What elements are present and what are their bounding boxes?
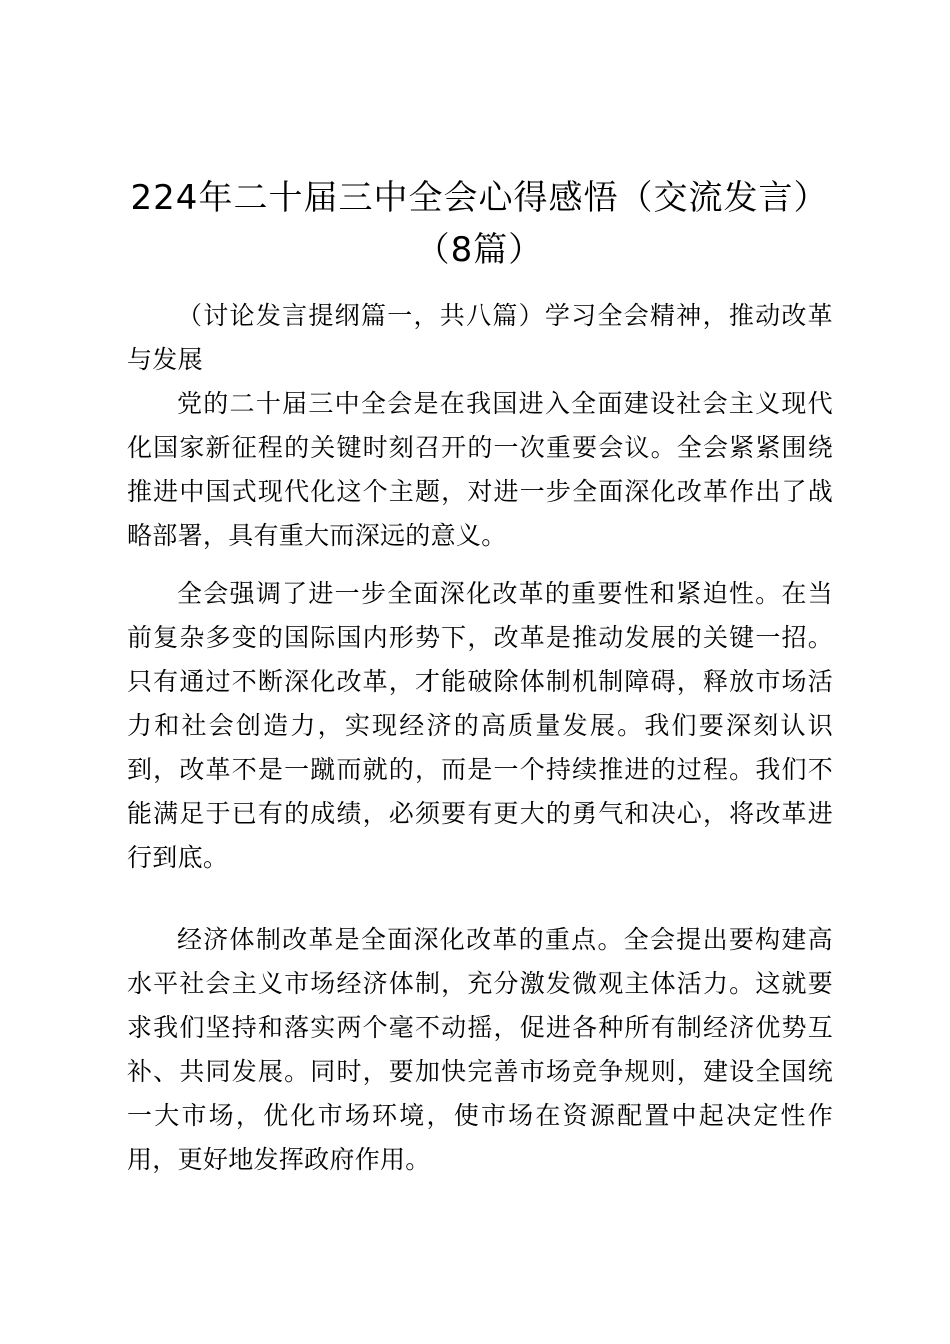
paragraph-3: 经济体制改革是全面深化改革的重点。全会提出要构建高水平社会主义市场经济体制，充分激发微观主体活力。这就要求我们坚持和落实两个毫不动摇，促进各种所有制经济优势互补、共同发展。同时，要加快完善市场竞争规则，建设全国统一大市场，优化市场环境，使市场在资源配置中起决定性作用，更好地发挥政府作用。 [127,925,833,1174]
paragraph-2: 全会强调了进一步全面深化改革的重要性和紧迫性。在当前复杂多变的国际国内形势下，改革是推动发展的关键一招。只有通过不断深化改革，才能破除体制机制障碍，释放市场活力和社会创造力，实现经济的高质量发展。我们要深刻认识到，改革不是一蹴而就的，而是一个持续推进的过程。我们不能满足于已有的成绩，必须要有更大的勇气和决心，将改革进行到底。 [127,579,833,872]
paragraph-1: 党的二十届三中全会是在我国进入全面建设社会主义现代化国家新征程的关键时刻召开的一次重要会议。全会紧紧围绕推进中国式现代化这个主题，对进一步全面深化改革作出了战略部署，具有重大而深远的意义。 [127,389,833,550]
document-title: 224年二十届三中全会心得感悟（交流发言）（8篇） [130,178,829,270]
paragraph-subtitle: （讨论发言提纲篇一，共八篇）学习全会精神，推动改革与发展 [127,301,833,374]
